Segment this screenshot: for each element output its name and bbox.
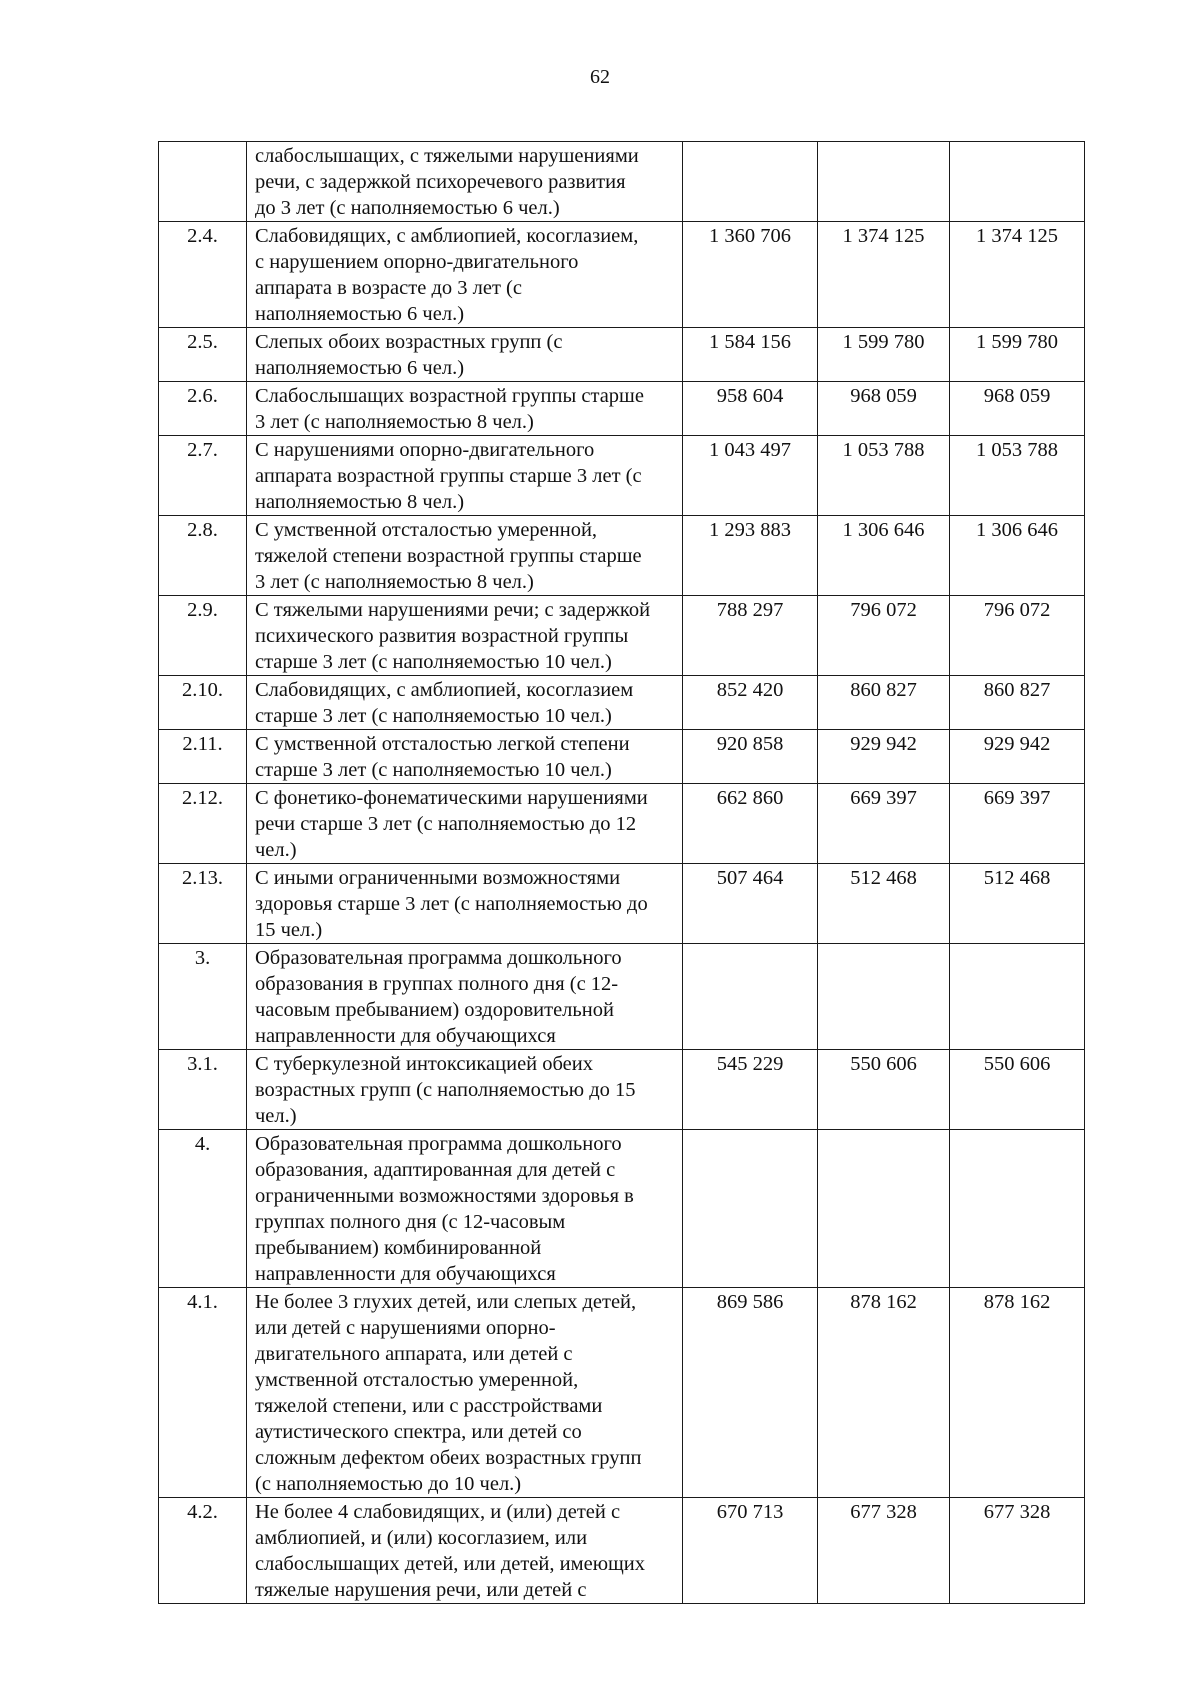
row-number-cell: 3.1. [159, 1050, 247, 1130]
row-value-cell-2 [818, 944, 950, 1050]
description-line: образования в группах полного дня (с 12- [255, 973, 619, 995]
description-line: до 3 лет (с наполняемостью 6 чел.) [255, 197, 560, 219]
row-value-cell-2: 1 374 125 [818, 222, 950, 328]
description-line: Слабовидящих, с амблиопией, косоглазием, [255, 225, 639, 247]
row-value-cell-3: 677 328 [950, 1498, 1085, 1604]
description-line: 3 лет (с наполняемостью 8 чел.) [255, 571, 534, 593]
description-line: Слепых обоих возрастных групп (с [255, 331, 563, 353]
row-value-cell-3: 860 827 [950, 676, 1085, 730]
table-row [159, 436, 1085, 516]
row-value-cell-2: 669 397 [818, 784, 950, 864]
tariff-table [158, 141, 1085, 1604]
row-value-cell-1: 1 293 883 [683, 516, 818, 596]
row-value-cell-1: 662 860 [683, 784, 818, 864]
page-number: 62 [590, 66, 610, 88]
row-description-cell [247, 1498, 683, 1604]
row-value-cell-2: 796 072 [818, 596, 950, 676]
row-value-cell-1: 869 586 [683, 1288, 818, 1498]
row-description-cell [247, 436, 683, 516]
row-value-cell-2: 677 328 [818, 1498, 950, 1604]
row-description-cell [247, 142, 683, 222]
description-line: Образовательная программа дошкольного [255, 1133, 622, 1155]
row-value-cell-1: 1 584 156 [683, 328, 818, 382]
row-description-cell [247, 730, 683, 784]
description-line: (с наполняемостью до 10 чел.) [255, 1473, 522, 1495]
table-row [159, 864, 1085, 944]
description-line: С туберкулезной интоксикацией обеих [255, 1053, 593, 1075]
description-line: старше 3 лет (с наполняемостью 10 чел.) [255, 759, 612, 781]
description-line: аппарата в возрасте до 3 лет (с [255, 277, 522, 299]
row-value-cell-3: 1 374 125 [950, 222, 1085, 328]
table-row [159, 1130, 1085, 1288]
row-description-cell [247, 1050, 683, 1130]
description-line: здоровья старше 3 лет (с наполняемостью до [255, 893, 648, 915]
row-value-cell-2: 968 059 [818, 382, 950, 436]
description-line: С умственной отсталостью умеренной, [255, 519, 598, 541]
description-line: С тяжелыми нарушениями речи; с задержкой [255, 599, 651, 621]
description-line: группах полного дня (с 12-часовым [255, 1211, 566, 1233]
row-number-cell: 2.8. [159, 516, 247, 596]
table-row [159, 516, 1085, 596]
row-value-cell-1: 788 297 [683, 596, 818, 676]
description-line: аутистического спектра, или детей со [255, 1421, 582, 1443]
description-line: Не более 4 слабовидящих, и (или) детей с [255, 1501, 621, 1523]
row-value-cell-1: 1 043 497 [683, 436, 818, 516]
description-line: часовым пребыванием) оздоровительной [255, 999, 614, 1021]
table-body [159, 142, 1085, 1604]
row-value-cell-1: 507 464 [683, 864, 818, 944]
table-row [159, 676, 1085, 730]
description-line: Слабослышащих возрастной группы старше [255, 385, 644, 407]
description-line: умственной отсталостью умеренной, [255, 1369, 579, 1391]
row-value-cell-3 [950, 1130, 1085, 1288]
table-row [159, 784, 1085, 864]
row-number-cell: 2.9. [159, 596, 247, 676]
table-row [159, 382, 1085, 436]
row-value-cell-1: 958 604 [683, 382, 818, 436]
row-value-cell-3: 929 942 [950, 730, 1085, 784]
row-value-cell-2 [818, 142, 950, 222]
row-value-cell-1 [683, 142, 818, 222]
description-line: старше 3 лет (с наполняемостью 10 чел.) [255, 705, 612, 727]
description-line: Слабовидящих, с амблиопией, косоглазием [255, 679, 634, 701]
row-description-cell [247, 1130, 683, 1288]
description-line: возрастных групп (с наполняемостью до 15 [255, 1079, 636, 1101]
description-line: аппарата возрастной группы старше 3 лет (с [255, 465, 642, 487]
description-line: направленности для обучающихся [255, 1025, 556, 1047]
table-row [159, 222, 1085, 328]
row-value-cell-2: 1 599 780 [818, 328, 950, 382]
row-description-cell [247, 944, 683, 1050]
description-line: 3 лет (с наполняемостью 8 чел.) [255, 411, 534, 433]
row-number-cell: 2.7. [159, 436, 247, 516]
row-number-cell: 2.5. [159, 328, 247, 382]
description-line: с нарушением опорно-двигательного [255, 251, 579, 273]
description-line: С иными ограниченными возможностями [255, 867, 621, 889]
row-value-cell-2 [818, 1130, 950, 1288]
row-value-cell-2: 878 162 [818, 1288, 950, 1498]
row-value-cell-3: 796 072 [950, 596, 1085, 676]
row-number-cell: 2.11. [159, 730, 247, 784]
description-line: С нарушениями опорно-двигательного [255, 439, 595, 461]
row-value-cell-1 [683, 944, 818, 1050]
row-number-cell: 2.10. [159, 676, 247, 730]
row-value-cell-2: 860 827 [818, 676, 950, 730]
description-line: чел.) [255, 1105, 297, 1127]
row-value-cell-3: 512 468 [950, 864, 1085, 944]
row-description-cell [247, 676, 683, 730]
description-line: тяжелой степени, или с расстройствами [255, 1395, 603, 1417]
description-line: пребыванием) комбинированной [255, 1237, 542, 1259]
description-line: Образовательная программа дошкольного [255, 947, 622, 969]
row-number-cell: 2.13. [159, 864, 247, 944]
row-number-cell: 2.6. [159, 382, 247, 436]
description-line: старше 3 лет (с наполняемостью 10 чел.) [255, 651, 612, 673]
description-line: двигательного аппарата, или детей с [255, 1343, 573, 1365]
table-row [159, 1288, 1085, 1498]
description-line: направленности для обучающихся [255, 1263, 556, 1285]
row-value-cell-2: 929 942 [818, 730, 950, 784]
description-line: ограниченными возможностями здоровья в [255, 1185, 634, 1207]
row-value-cell-2: 1 053 788 [818, 436, 950, 516]
description-line: чел.) [255, 839, 297, 861]
row-description-cell [247, 222, 683, 328]
description-line: 15 чел.) [255, 919, 323, 941]
description-line: амблиопией, и (или) косоглазием, или [255, 1527, 588, 1549]
row-value-cell-1: 920 858 [683, 730, 818, 784]
row-value-cell-3: 968 059 [950, 382, 1085, 436]
row-value-cell-1: 852 420 [683, 676, 818, 730]
description-line: наполняемостью 8 чел.) [255, 491, 465, 513]
description-line: тяжелые нарушения речи, или детей с [255, 1579, 587, 1601]
table-row [159, 1050, 1085, 1130]
row-value-cell-3 [950, 944, 1085, 1050]
row-number-cell: 4.1. [159, 1288, 247, 1498]
row-description-cell [247, 1288, 683, 1498]
row-description-cell [247, 596, 683, 676]
table-row [159, 730, 1085, 784]
row-value-cell-3: 878 162 [950, 1288, 1085, 1498]
row-value-cell-2: 550 606 [818, 1050, 950, 1130]
row-description-cell [247, 864, 683, 944]
description-line: С умственной отсталостью легкой степени [255, 733, 630, 755]
description-line: образования, адаптированная для детей с [255, 1159, 616, 1181]
row-number-cell: 4. [159, 1130, 247, 1288]
row-number-cell: 4.2. [159, 1498, 247, 1604]
row-description-cell [247, 784, 683, 864]
description-line: тяжелой степени возрастной группы старше [255, 545, 642, 567]
row-value-cell-3: 1 053 788 [950, 436, 1085, 516]
row-value-cell-3: 1 599 780 [950, 328, 1085, 382]
description-line: речи, с задержкой психоречевого развития [255, 171, 626, 193]
description-line: или детей с нарушениями опорно- [255, 1317, 556, 1339]
description-line: сложным дефектом обеих возрастных групп [255, 1447, 642, 1469]
description-line: слабослышащих, с тяжелыми нарушениями [255, 145, 639, 167]
row-value-cell-3: 550 606 [950, 1050, 1085, 1130]
row-value-cell-1: 670 713 [683, 1498, 818, 1604]
table-row [159, 596, 1085, 676]
row-value-cell-1: 1 360 706 [683, 222, 818, 328]
row-description-cell [247, 328, 683, 382]
table-row [159, 142, 1085, 222]
table-row [159, 328, 1085, 382]
row-value-cell-2: 512 468 [818, 864, 950, 944]
row-value-cell-1: 545 229 [683, 1050, 818, 1130]
description-line: слабослышащих детей, или детей, имеющих [255, 1553, 646, 1575]
row-value-cell-3: 1 306 646 [950, 516, 1085, 596]
row-value-cell-3 [950, 142, 1085, 222]
row-number-cell: 3. [159, 944, 247, 1050]
row-number-cell: 2.4. [159, 222, 247, 328]
description-line: психического развития возрастной группы [255, 625, 629, 647]
row-value-cell-2: 1 306 646 [818, 516, 950, 596]
description-line: С фонетико-фонематическими нарушениями [255, 787, 648, 809]
row-description-cell [247, 516, 683, 596]
row-value-cell-3: 669 397 [950, 784, 1085, 864]
description-line: наполняемостью 6 чел.) [255, 303, 465, 325]
row-number-cell: 2.12. [159, 784, 247, 864]
description-line: речи старше 3 лет (с наполняемостью до 12 [255, 813, 637, 835]
table-row [159, 1498, 1085, 1604]
table-row [159, 944, 1085, 1050]
row-description-cell [247, 382, 683, 436]
row-value-cell-1 [683, 1130, 818, 1288]
description-line: Не более 3 глухих детей, или слепых детей, [255, 1291, 637, 1313]
row-number-cell [159, 142, 247, 222]
description-line: наполняемостью 6 чел.) [255, 357, 465, 379]
